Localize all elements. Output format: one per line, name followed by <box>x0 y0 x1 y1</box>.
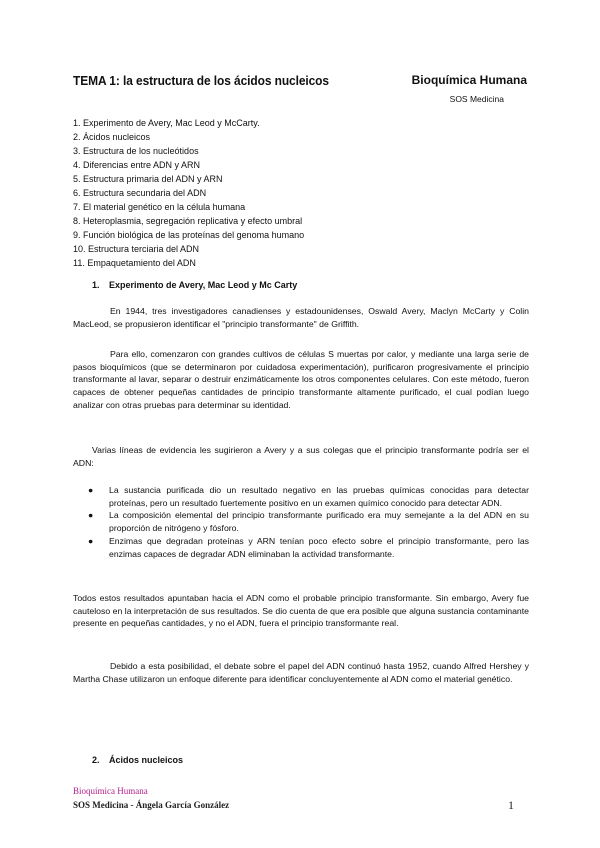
footer-subject: Bioquímica Humana <box>73 786 148 796</box>
toc-item: 5. Estructura primaria del ADN y ARN <box>73 174 223 184</box>
section-number: 2. <box>92 755 100 765</box>
footer-author: SOS Medicina - Ángela García González <box>73 800 230 810</box>
document-title: TEMA 1: la estructura de los ácidos nucleicos <box>73 73 329 88</box>
toc-item: 6. Estructura secundaria del ADN <box>73 188 207 198</box>
table-of-contents <box>73 116 304 270</box>
bullet-icon: ● <box>88 535 94 546</box>
paragraph: Todos estos resultados apuntaban hacia el ADN como el probable principio transformante. Sin embargo, Avery fue cauteloso en la interpretación de sus resultados. Se dio cuenta de que era posible que alguna sustancia contaminante presente en pequeñas cantidades, y no el ADN, fuera el principio transformante real. <box>73 593 529 629</box>
section-title: Ácidos nucleicos <box>109 755 184 765</box>
paragraph: Debido a esta posibilidad, el debate sobre el papel del ADN continuó hasta 1952, cuando Alfred Hershey y Martha Chase utilizaron un enfoque diferente para identificar concluyentemente al ADN como el material genético. <box>73 661 529 684</box>
toc-item: 11. Empaquetamiento del ADN <box>73 258 196 268</box>
toc-item: 4. Diferencias entre ADN y ARN <box>73 160 201 170</box>
toc-item: 10. Estructura terciaria del ADN <box>73 244 200 254</box>
list-item: ● La composición elemental del principio transformante purificado era muy semejante a la del ADN en su proporción de nitrógeno y fósforo. <box>88 510 529 534</box>
section-number: 1. <box>92 280 100 290</box>
paragraph: Para ello, comenzaron con grandes cultivos de células S muertas por calor, y mediante una larga serie de pasos bioquímicos (que se determinaron por cuidadosa experimentación), purificaron progresivamente el principio transformante al lavar, separar o destruir enzimáticamente los otros componentes celulares. Con este método, fueron capaces de obtener pequeñas cantidades de principio transformante altamente purificado, el cual podían luego analizar con otras pruebas para determinar su identidad. <box>73 349 529 410</box>
toc-item: 8. Heteroplasmia, segregación replicativa y efecto umbral <box>73 216 303 226</box>
toc-item: 1. Experimento de Avery, Mac Leod y McCarty. <box>73 118 260 128</box>
bullet-icon: ● <box>88 485 94 495</box>
section-2-heading <box>92 755 183 765</box>
toc-item: 7. El material genético en la célula humana <box>73 202 246 212</box>
header-subject: Bioquímica Humana <box>411 73 527 87</box>
toc-item: 9. Función biológica de las proteínas del genoma humano <box>73 230 305 240</box>
list-item: ● La sustancia purificada dio un resultado negativo en las pruebas químicas conocidas para detectar proteínas, pero un resultado fuertemente positivo en un examen químico conocido para detectar ADN. <box>88 485 529 508</box>
section-title: Experimento de Avery, Mac Leod y Mc Carty <box>109 280 298 290</box>
toc-item: 3. Estructura de los nucleótidos <box>73 146 199 156</box>
paragraph: Varias líneas de evidencia les sugirieron a Avery y a sus colegas que el principio transformante podría ser el ADN: <box>73 445 529 468</box>
paragraph: En 1944, tres investigadores canadienses y estadounidenses, Oswald Avery, Maclyn McCarty y Colin MacLeod, se propusieron identificar el "principio transformante" de Griffith. <box>73 306 529 329</box>
section-1-heading <box>92 280 297 290</box>
bullet-icon: ● <box>88 510 94 521</box>
toc-item: 2. Ácidos nucleicos <box>73 132 151 142</box>
list-item: ● Enzimas que degradan proteínas y ARN tenían poco efecto sobre el principio transformante, pero las enzimas capaces de degradar ADN eliminaban la actividad transformante. <box>88 535 529 559</box>
header-org: SOS Medicina <box>449 94 504 104</box>
page-number: 1 <box>508 798 514 812</box>
bullet-list <box>88 484 529 560</box>
